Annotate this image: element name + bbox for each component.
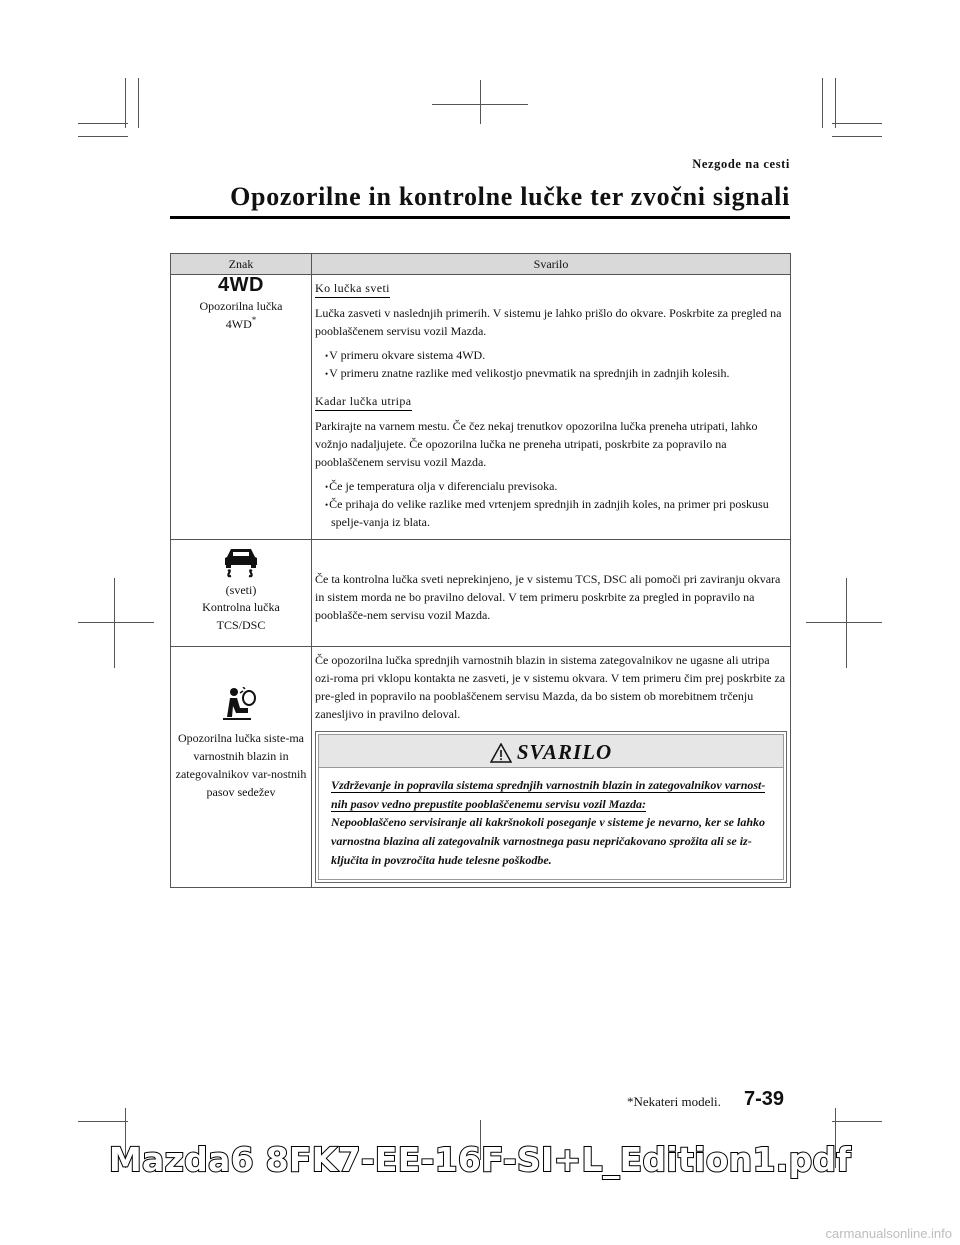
column-header-symbol: Znak xyxy=(171,254,312,275)
paragraph: Parkirajte na varnem mestu. Če čez nekaj trenutkov opozorilna lučka preneha utripati, lahko vožnjo nadaljujete. Če opozorilna lučka ne preneha utripati, poskrbite za popravilo na pooblaščenem servisu vozil Mazda. xyxy=(315,419,758,469)
description-cell-airbag xyxy=(312,647,791,888)
warning-box-inner xyxy=(318,734,784,880)
table-row xyxy=(171,647,791,888)
crop-mark xyxy=(832,1121,882,1122)
paragraph: Če opozorilna lučka sprednjih varnostnih blazin in sistema zategovalnikov ne ugasne ali utripa ozi-roma pri vklopu kontakta ne zasveti, je v sistemu okvara. V tem primeru čim prej poskrbite za pre-gled in popravilo na pooblaščenem servisu Mazda, da bo sistem ob morebitnem trčenju zanesljivo in pravilno deloval. xyxy=(315,653,786,722)
crop-mark xyxy=(78,1121,128,1122)
warning-title: SVARILO xyxy=(516,740,613,765)
warning-text: Nepooblaščeno servisiranje ali kakršnokoli poseganje v sisteme je nevarno, ker se lahko varnostna blazina ali zategovalnik varnostnega pasu nepričakovano sprožita ali se iz-ključita in povzročita hude telesne poškodbe. xyxy=(331,815,765,867)
table-row xyxy=(171,275,791,540)
warning-lights-table xyxy=(170,253,791,888)
symbol-label-line: TCS/DSC xyxy=(216,617,266,632)
subheading: Kadar lučka utripa xyxy=(315,392,412,411)
warning-header xyxy=(319,735,783,768)
warning-triangle-icon xyxy=(490,743,512,763)
title-rule xyxy=(170,216,790,219)
crop-mark xyxy=(78,136,128,137)
crop-mark xyxy=(138,78,139,128)
paragraph: Če ta kontrolna lučka sveti neprekinjeno, je v sistemu TCS, DSC ali pomoči pri zaviranju okvara in sistem morda ne bo pravilno deloval. V tem primeru poskrbite za pregled in popravilo na pooblašče-nem servisu vozil Mazda. xyxy=(315,572,781,623)
symbol-cell-airbag xyxy=(171,647,312,888)
crop-mark xyxy=(78,123,128,124)
footnote-marker: * xyxy=(251,315,257,326)
column-header-warning: Svarilo xyxy=(312,254,791,275)
watermark: carmanualsonline.info xyxy=(825,1226,952,1241)
symbol-label-line: 4WD xyxy=(225,317,252,332)
warning-body xyxy=(319,768,783,879)
description-cell-4wd xyxy=(312,275,791,540)
airbag-icon xyxy=(221,687,261,721)
crop-mark xyxy=(832,136,882,137)
crop-mark xyxy=(114,578,115,668)
paragraph: Lučka zasveti v naslednjih primerih. V sistemu je lahko prišlo do okvare. Poskrbite za pregled na pooblaščenem servisu vozil Mazda. xyxy=(315,306,782,338)
file-name-banner: Mazda6 8FK7-EE-16F-SI+L_Edition1.pdf xyxy=(108,1140,852,1179)
crop-mark xyxy=(480,80,481,124)
symbol-cell-tcs-dsc xyxy=(171,540,312,647)
crop-mark xyxy=(125,78,126,128)
crop-mark xyxy=(832,123,882,124)
symbol-label-line: Kontrolna lučka xyxy=(202,600,280,615)
warning-box xyxy=(315,731,787,883)
symbol-state: (sveti) xyxy=(225,583,257,597)
list-item: • V primeru okvare sistema 4WD. xyxy=(325,346,787,364)
crop-mark xyxy=(822,78,823,128)
bullet-list xyxy=(315,346,787,382)
crop-mark xyxy=(835,78,836,128)
symbol-label xyxy=(175,298,307,332)
symbol-cell-4wd xyxy=(171,275,312,540)
list-item: • Če prihaja do velike razlike med vrtenjem sprednjih in zadnjih koles, na primer pri poskusu spelje-vanja iz blata. xyxy=(325,495,787,531)
description-cell-tcs-dsc xyxy=(312,540,791,647)
warning-lead: Vzdrževanje in popravila sistema sprednjih varnostnih blazin in zategovalnikov varnost-nih pasov vedno prepustite pooblaščenemu servisu vozil Mazda: xyxy=(331,778,766,811)
page-title: Opozorilne in kontrolne lučke ter zvočni signali xyxy=(230,182,790,211)
4wd-icon: 4WD xyxy=(218,274,264,296)
crop-mark xyxy=(78,622,154,623)
page-number: 7-39 xyxy=(744,1088,785,1110)
crop-mark xyxy=(806,622,882,623)
list-item: • V primeru znatne razlike med velikostjo pnevmatik na sprednjih in zadnjih kolesih. xyxy=(325,364,787,382)
section-label: Nezgode na cesti xyxy=(692,157,790,171)
crop-mark xyxy=(846,578,847,668)
symbol-label xyxy=(175,582,307,634)
subheading: Ko lučka sveti xyxy=(315,279,390,298)
footnote: *Nekateri modeli. xyxy=(627,1094,721,1109)
symbol-label-line: Opozorilna lučka xyxy=(199,299,283,313)
table-header-row xyxy=(171,254,791,275)
skidding-car-icon xyxy=(222,546,260,578)
list-item: • Če je temperatura olja v diferencialu previsoka. xyxy=(325,477,787,495)
symbol-label: Opozorilna lučka siste-ma varnostnih blazin in zategovalnikov var-nostnih pasov sedežev xyxy=(175,731,307,800)
bullet-list xyxy=(315,477,787,531)
table-row xyxy=(171,540,791,647)
